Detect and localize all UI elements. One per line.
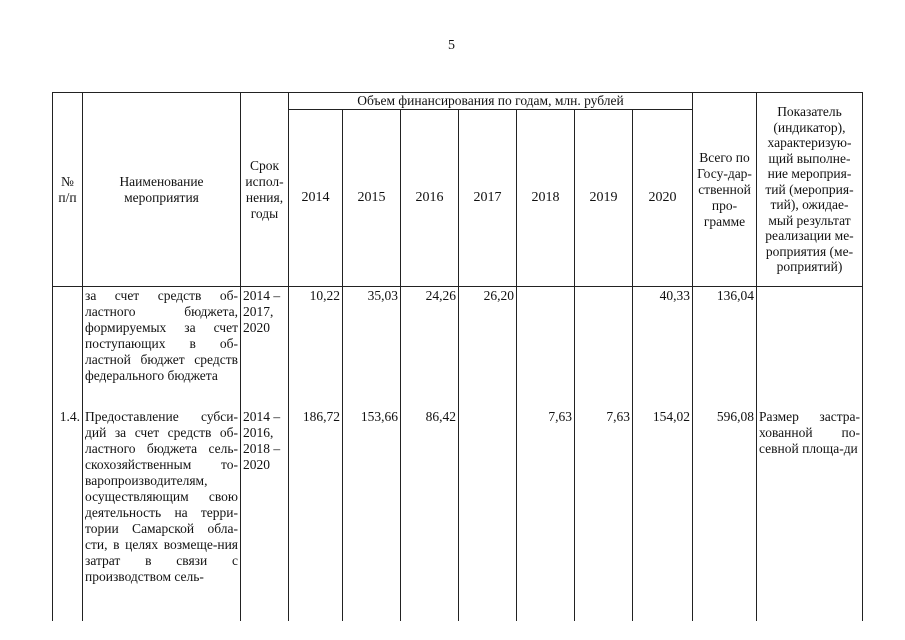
- table-row: [53, 287, 863, 401]
- row-term: 2014 – 2016, 2018 – 2020: [241, 400, 289, 621]
- row-value-2018: [517, 287, 575, 401]
- row-value-2019: 7,63: [575, 400, 633, 621]
- row-name: Предоставление субси-дий за счет средств об-ластного бюджета сель-скохозяйственным то-варопроизводителям, осуществляющим свою деятельность на терри-тории Самарской обла-сти, в целях возмеще-ния затрат в связи с производством сель-: [83, 400, 241, 621]
- column-header-term: Срок испол-нения, годы: [241, 93, 289, 287]
- row-value-2015: 35,03: [343, 287, 401, 401]
- column-header-indicator: Показатель (индикатор), характеризую-щий выполне-ние мероприя-тий (мероприя-тий), ожидае-мый результат реализации ме-роприятия (ме-роприятий): [757, 93, 863, 287]
- column-header-year: 2018: [517, 110, 575, 287]
- row-value-2020: 154,02: [633, 400, 693, 621]
- row-total: 596,08: [693, 400, 757, 621]
- column-header-year: 2014: [289, 110, 343, 287]
- column-header-year: 2017: [459, 110, 517, 287]
- row-value-2017: [459, 400, 517, 621]
- row-value-2016: 86,42: [401, 400, 459, 621]
- page-number: 5: [448, 38, 455, 53]
- table-row: [53, 400, 863, 621]
- row-value-2016: 24,26: [401, 287, 459, 401]
- row-value-2017: 26,20: [459, 287, 517, 401]
- column-header-year: 2019: [575, 110, 633, 287]
- column-header-funding-group: Объем финансирования по годам, млн. рублей: [289, 93, 693, 110]
- row-value-2020: 40,33: [633, 287, 693, 401]
- row-value-2018: 7,63: [517, 400, 575, 621]
- row-indicator: Размер застра-хованной по-севной площа-ди: [757, 400, 863, 621]
- financing-table: [52, 92, 863, 621]
- row-number: 1.4.: [53, 400, 83, 621]
- row-indicator: [757, 287, 863, 401]
- row-term: 2014 – 2017, 2020: [241, 287, 289, 401]
- row-value-2014: 10,22: [289, 287, 343, 401]
- row-number: [53, 287, 83, 401]
- row-value-2014: 186,72: [289, 400, 343, 621]
- row-total: 136,04: [693, 287, 757, 401]
- column-header-total: Всего по Госу-дар-ственной про-грамме: [693, 93, 757, 287]
- column-header-year: 2015: [343, 110, 401, 287]
- row-value-2019: [575, 287, 633, 401]
- column-header-year: 2020: [633, 110, 693, 287]
- row-value-2015: 153,66: [343, 400, 401, 621]
- column-header-year: 2016: [401, 110, 459, 287]
- row-name: за счет средств об-ластного бюджета, формируемых за счет поступающих в об-ластной бюджет средств федерального бюджета: [83, 287, 241, 401]
- column-header-name: Наименование мероприятия: [83, 93, 241, 287]
- column-header-number: № п/п: [53, 93, 83, 287]
